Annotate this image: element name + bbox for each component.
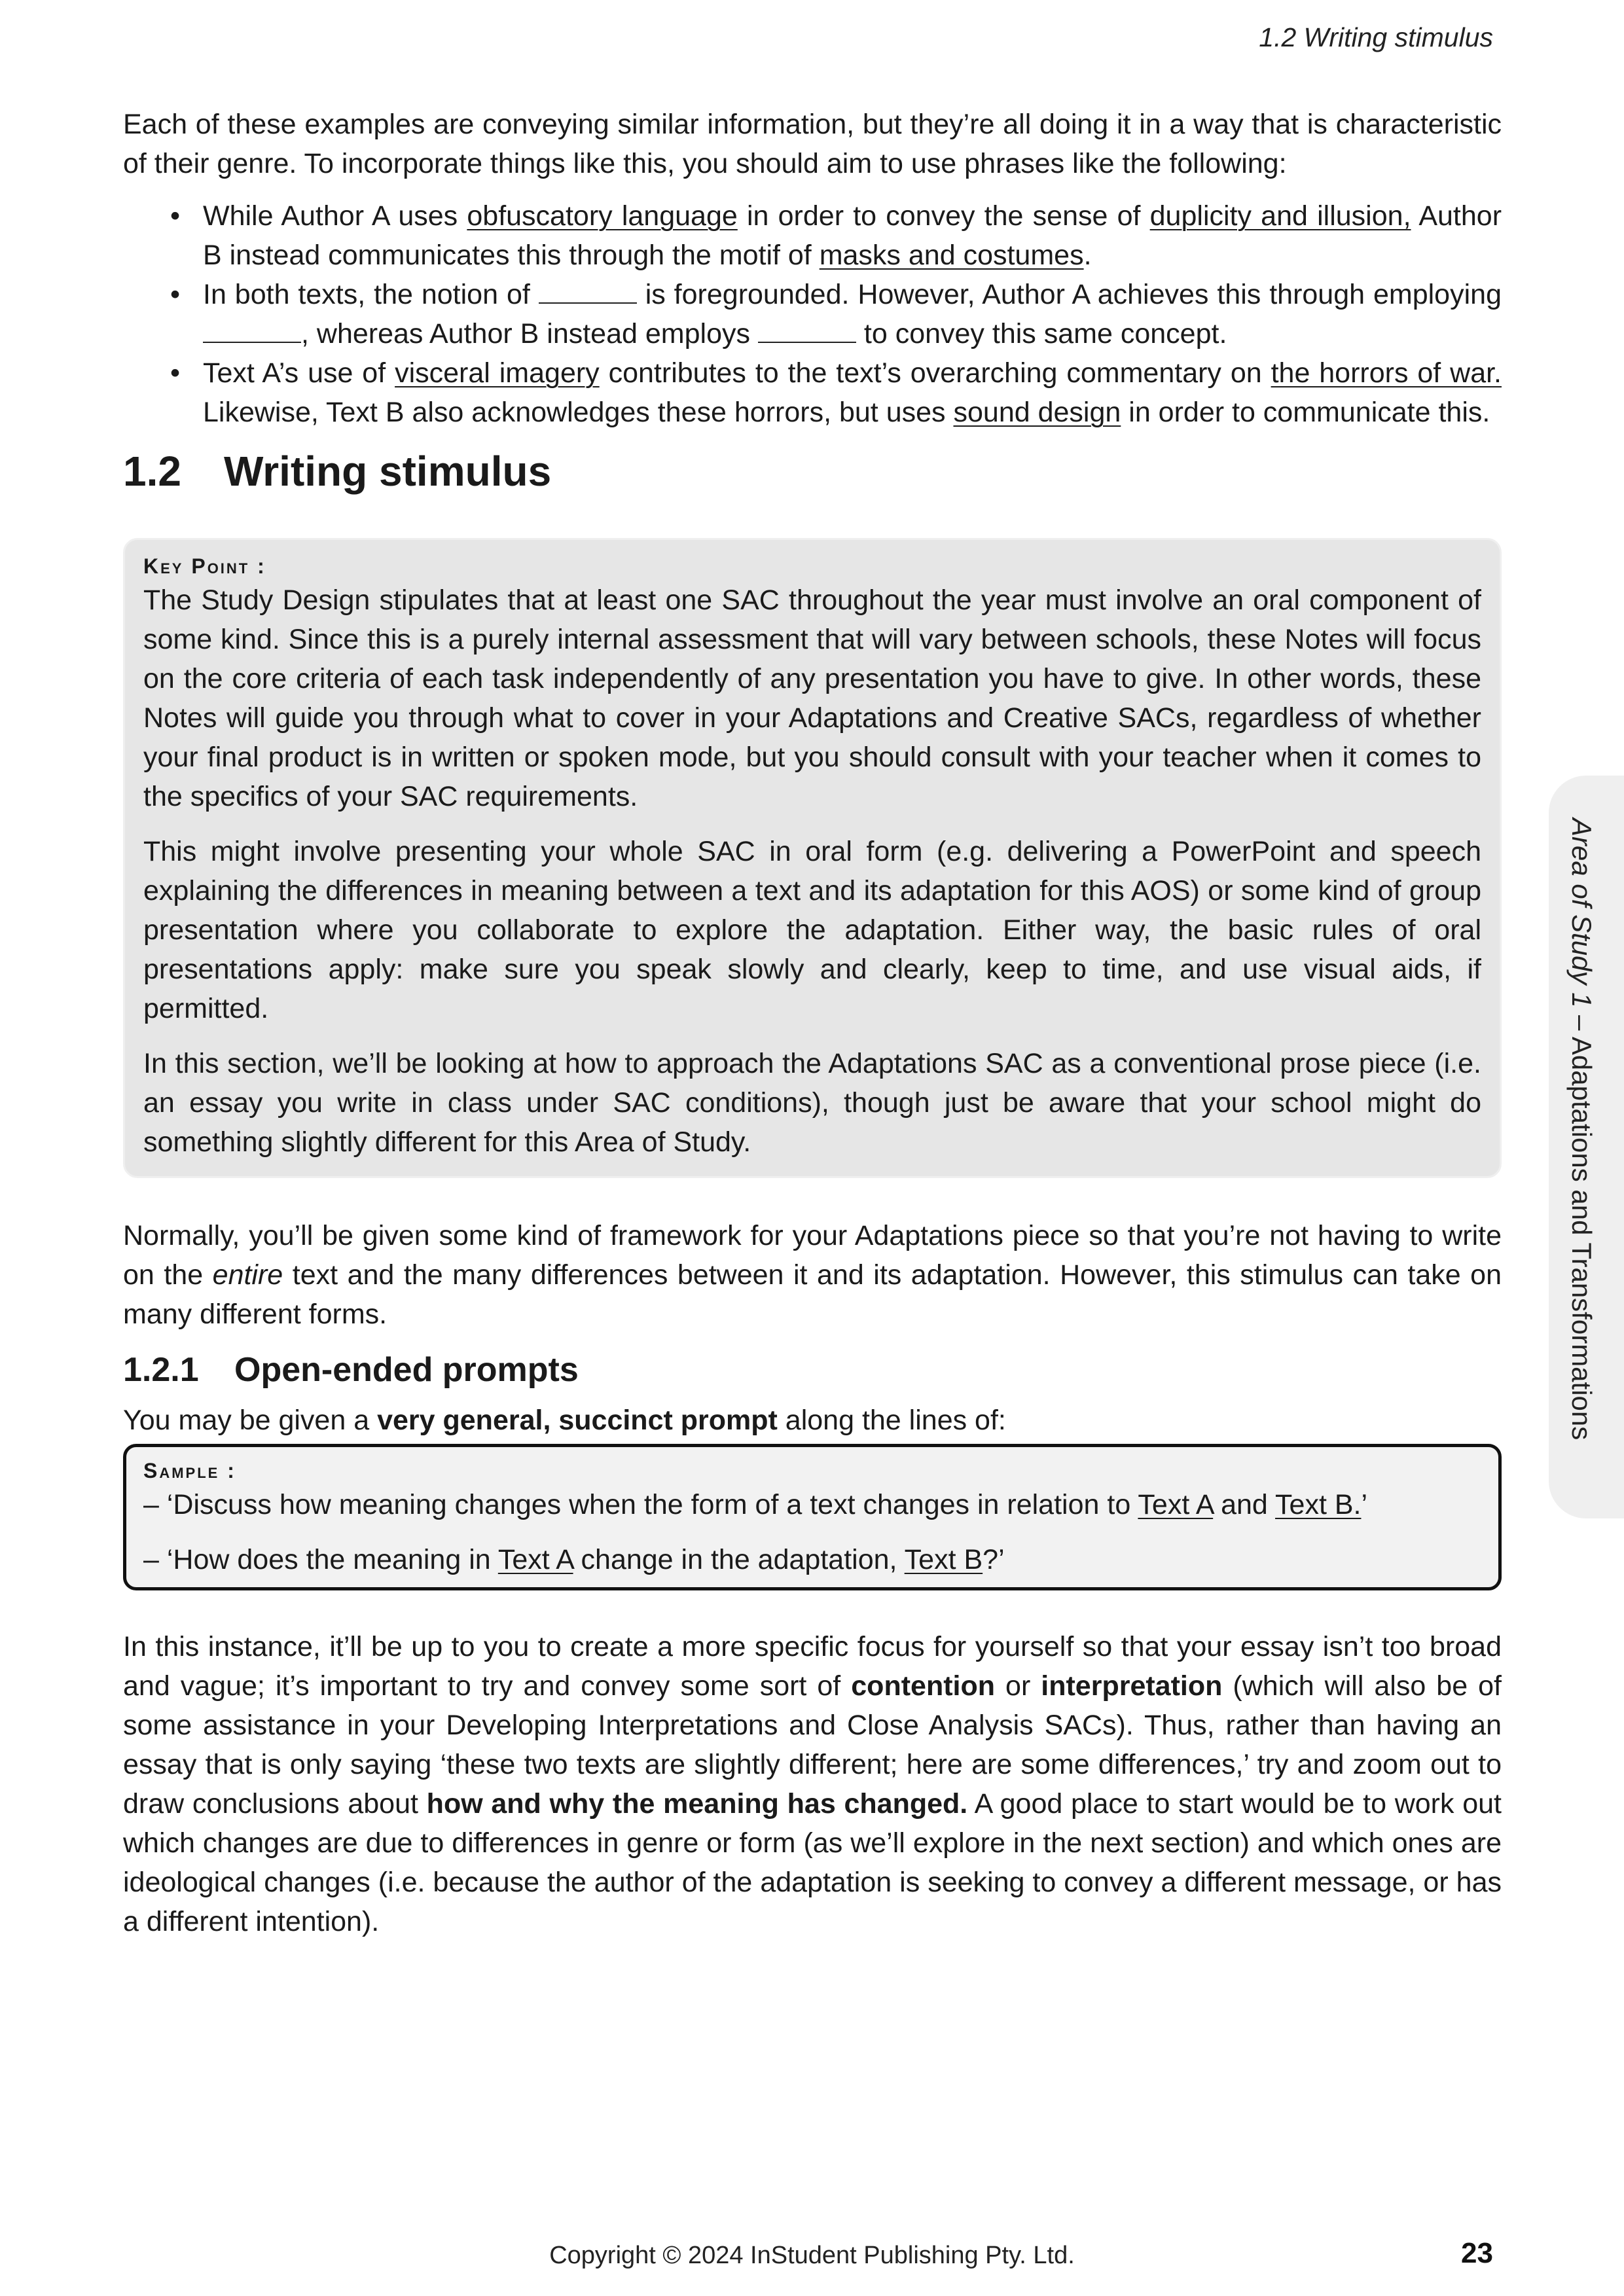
text-run: Text A’s use of	[203, 357, 395, 389]
side-tab-label-rest: – Adaptations and Transformations	[1566, 1007, 1597, 1441]
subsection-number: 1.2.1	[123, 1351, 199, 1389]
text-run: – ‘How does the meaning in	[143, 1544, 498, 1575]
text-run: along the lines of:	[777, 1405, 1006, 1436]
text-run: , whereas Author B instead employs	[301, 318, 758, 350]
text-run: Normally, you’ll be given some kind of framework for your Adaptations piece so that you’re not having to write on the	[123, 1220, 1502, 1291]
fill-in-blank	[539, 278, 637, 304]
text-run: – ‘Discuss how meaning changes when the form of a text changes in relation to	[143, 1489, 1138, 1520]
text-run: In both texts, the notion of	[203, 279, 539, 310]
text-run: You may be given a	[123, 1405, 378, 1436]
running-head: 1.2 Writing stimulus	[1259, 22, 1493, 52]
side-tab-label-italic: Area of Study 1	[1566, 818, 1597, 1008]
bullet-icon: •	[170, 200, 181, 232]
fill-in-blank	[758, 317, 856, 343]
bullet-icon: •	[170, 279, 181, 310]
underlined-phrase: visceral imagery	[395, 357, 600, 389]
text-run: Likewise, Text B also acknowledges these horrors, but uses	[203, 397, 954, 428]
text-run: ’	[1361, 1489, 1368, 1520]
text-run: Author B instead communicates this through the motif of	[203, 200, 1502, 271]
sample-prompt	[143, 1540, 1481, 1579]
text-run: In this instance, it’ll be up to you to create a more specific focus for yourself so that your essay isn’t too broad and vague; it’s important to try and convey some sort of	[123, 1631, 1502, 1702]
text-run: contributes to the text’s overarching commentary on	[599, 357, 1271, 389]
text-run: .	[1083, 240, 1092, 271]
text-run: text and the many differences between it and its adaptation. However, this stimulus can take on many different forms.	[123, 1259, 1502, 1330]
text-run: and	[1213, 1489, 1276, 1520]
bold-phrase: very general, succinct prompt	[377, 1405, 778, 1436]
underlined-phrase: duplicity and illusion,	[1149, 200, 1411, 232]
phrase-list	[123, 196, 1502, 432]
underlined-phrase: Text B	[904, 1544, 983, 1575]
text-run: While Author A uses	[203, 200, 467, 232]
underlined-phrase: Text A	[497, 1544, 573, 1575]
text-run: in order to convey the sense of	[737, 200, 1150, 232]
emphasis: entire	[212, 1259, 283, 1291]
key-point-paragraph: The Study Design stipulates that at least one SAC throughout the year must involve an oral component of some kind. Since this is a purely internal assessment that will vary between schools, these Notes will focus on the core criteria of each task independently of any presentation you have to give. In other words, these Notes will guide you through what to cover in your Adaptations and Creative SACs, regardless of whether your final product is in written or spoken mode, but you should consult with your teacher when it comes to the specifics of your SAC requirements.	[143, 584, 1481, 812]
underlined-phrase: Text A	[1138, 1489, 1214, 1520]
bold-phrase: contention	[851, 1670, 996, 1702]
text-run: ?’	[983, 1544, 1005, 1575]
sample-prompt	[143, 1485, 1481, 1524]
text-run: A good place to start would be to work out which changes are due to differences in genre or form (as we’ll explore in the next section) and which ones are ideological changes (i.e. because the author of the adaptation is seeking to convey a different message, or has a different intention).	[123, 1788, 1502, 1937]
key-point-paragraph: In this section, we’ll be looking at how to approach the Adaptations SAC as a conventional prose piece (i.e. an essay you write in class under SAC conditions), though just be aware that your school might do something slightly different for this Area of Study.	[143, 1048, 1481, 1158]
subsection-heading	[123, 1347, 1502, 1393]
phrase-list-item	[170, 353, 1502, 432]
text-run: to convey this same concept.	[856, 318, 1227, 350]
underlined-phrase: sound design	[953, 397, 1121, 428]
bold-phrase: how and why the meaning has changed.	[426, 1788, 968, 1820]
key-point-paragraph: This might involve presenting your whole SAC in oral form (e.g. delivering a PowerPoint and speech explaining the differences in meaning between a text and its adaptation for this AOS) or some kind of group presentation where you collaborate to explore the adaptation. Either way, the basic rules of oral presentations apply: make sure you speak slowly and clearly, keep to time, and use visual aids, if permitted.	[143, 836, 1481, 1024]
text-run: change in the adaptation,	[573, 1544, 905, 1575]
subsection-title: Open-ended prompts	[234, 1351, 579, 1389]
key-point-box	[123, 538, 1502, 1178]
phrase-list-item	[170, 275, 1502, 353]
key-point-label: Key Point :	[143, 554, 266, 578]
bold-phrase: interpretation	[1041, 1670, 1223, 1702]
bullet-icon: •	[170, 357, 181, 389]
text-run: (which will also be of some assistance in your Developing Interpretations and Close Analysis SACs). Thus, rather than having an essay that is only saying ‘these two texts are slightly different; here are some differences,’ try and zoom out to draw conclusions about	[123, 1670, 1502, 1820]
prompt-intro	[123, 1401, 1502, 1440]
copyright-notice: Copyright © 2024 InStudent Publishing Pty. Ltd.	[549, 2242, 1075, 2269]
section-title: Writing stimulus	[224, 448, 552, 495]
framework-paragraph	[123, 1216, 1502, 1334]
fill-in-blank	[203, 317, 301, 343]
page-content	[123, 105, 1502, 1941]
section-number: 1.2	[123, 448, 181, 495]
text-run: or	[995, 1670, 1041, 1702]
sample-box	[123, 1444, 1502, 1590]
text-run: is foregrounded. However, Author A achieves this through employing	[636, 279, 1502, 310]
text-run: in order to communicate this.	[1121, 397, 1490, 428]
underlined-phrase: the horrors of war.	[1271, 357, 1502, 389]
underlined-phrase: masks and costumes	[819, 240, 1084, 271]
side-tab-label	[1566, 818, 1597, 1440]
intro-paragraph: Each of these examples are conveying similar information, but they’re all doing it in a way that is characteristic of their genre. To incorporate things like this, you should aim to use phrases like the following:	[123, 109, 1502, 179]
page-number: 23	[1461, 2237, 1493, 2269]
underlined-phrase: obfuscatory language	[467, 200, 738, 232]
phrase-list-item	[170, 196, 1502, 275]
conclusion-paragraph	[123, 1627, 1502, 1941]
underlined-phrase: Text B.	[1275, 1489, 1362, 1520]
section-heading	[123, 445, 1502, 497]
sample-label: Sample :	[143, 1459, 236, 1482]
